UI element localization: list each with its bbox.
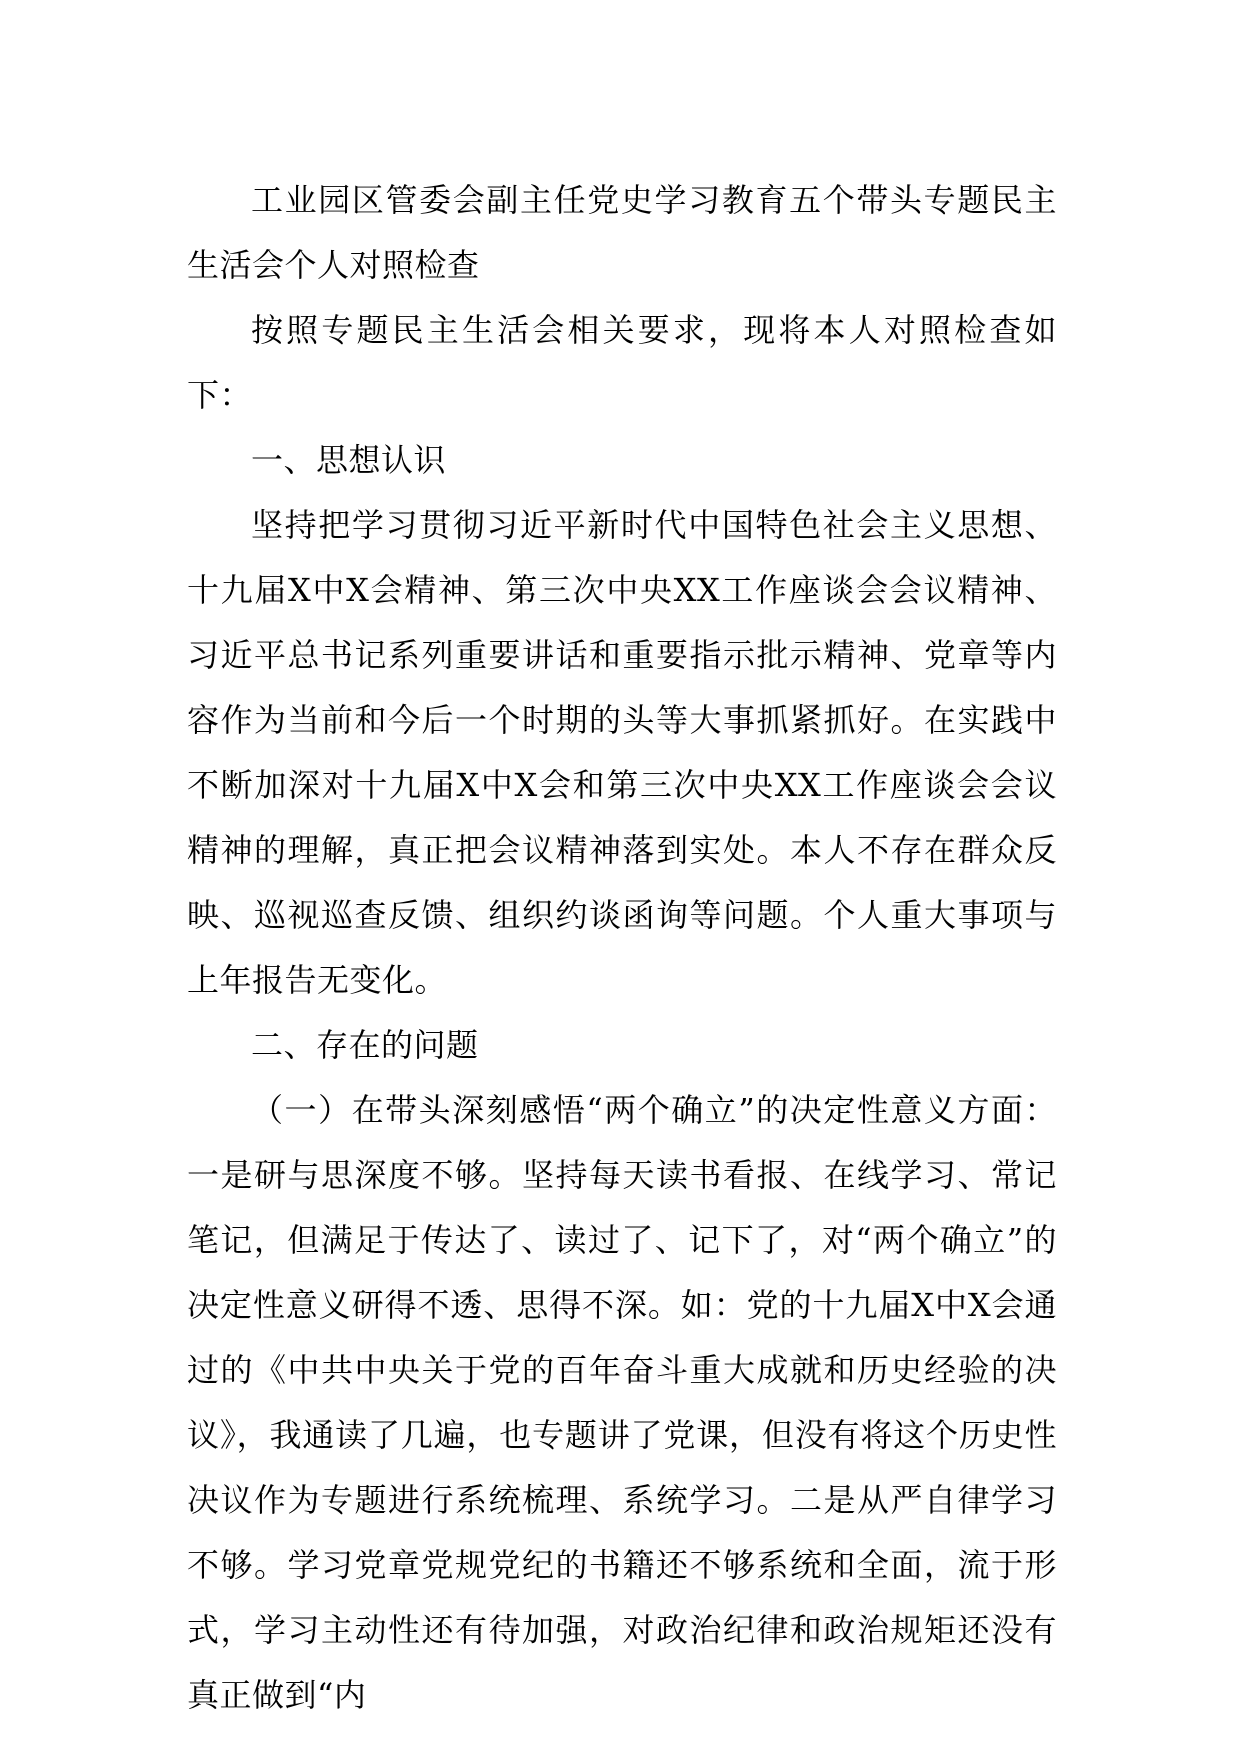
intro-paragraph: 按照专题民主生活会相关要求，现将本人对照检查如下： — [187, 311, 1057, 414]
document-body — [187, 168, 1057, 1728]
section-body-problems: （一）在带头深刻感悟“两个确立”的决定性意义方面：一是研与思深度不够。坚持每天读书看报、在线学习、常记笔记，但满足于传达了、读过了、记下了，对“两个确立”的决定性意义研得不透、思得不深。如：党的十九届X中X会通过的《中共中央关于党的百年奋斗重大成就和历史经验的决议》，我通读了几遍，也专题讲了党课，但没有将这个历史性决议作为专题进行系统梳理、系统学习。二是从严自律学习不够。学习党章党规党纪的书籍还不够系统和全面，流于形式，学习主动性还有待加强，对政治纪律和政治规矩还没有真正做到“内 — [187, 1091, 1057, 1714]
section-heading-thoughts: 一、思想认识 — [251, 441, 447, 479]
document-title: 工业园区管委会副主任党史学习教育五个带头专题民主生活会个人对照检查 — [187, 181, 1057, 284]
section-heading-problems: 二、存在的问题 — [251, 1026, 479, 1064]
section-body-thoughts: 坚持把学习贯彻习近平新时代中国特色社会主义思想、十九届X中X会精神、第三次中央XX工作座谈会会议精神、习近平总书记系列重要讲话和重要指示批示精神、党章等内容作为当前和今后一个时期的头等大事抓紧抓好。在实践中不断加深对十九届X中X会和第三次中央XX工作座谈会会议精神的理解，真正把会议精神落到实处。本人不存在群众反映、巡视巡查反馈、组织约谈函询等问题。个人重大事项与上年报告无变化。 — [187, 506, 1057, 999]
